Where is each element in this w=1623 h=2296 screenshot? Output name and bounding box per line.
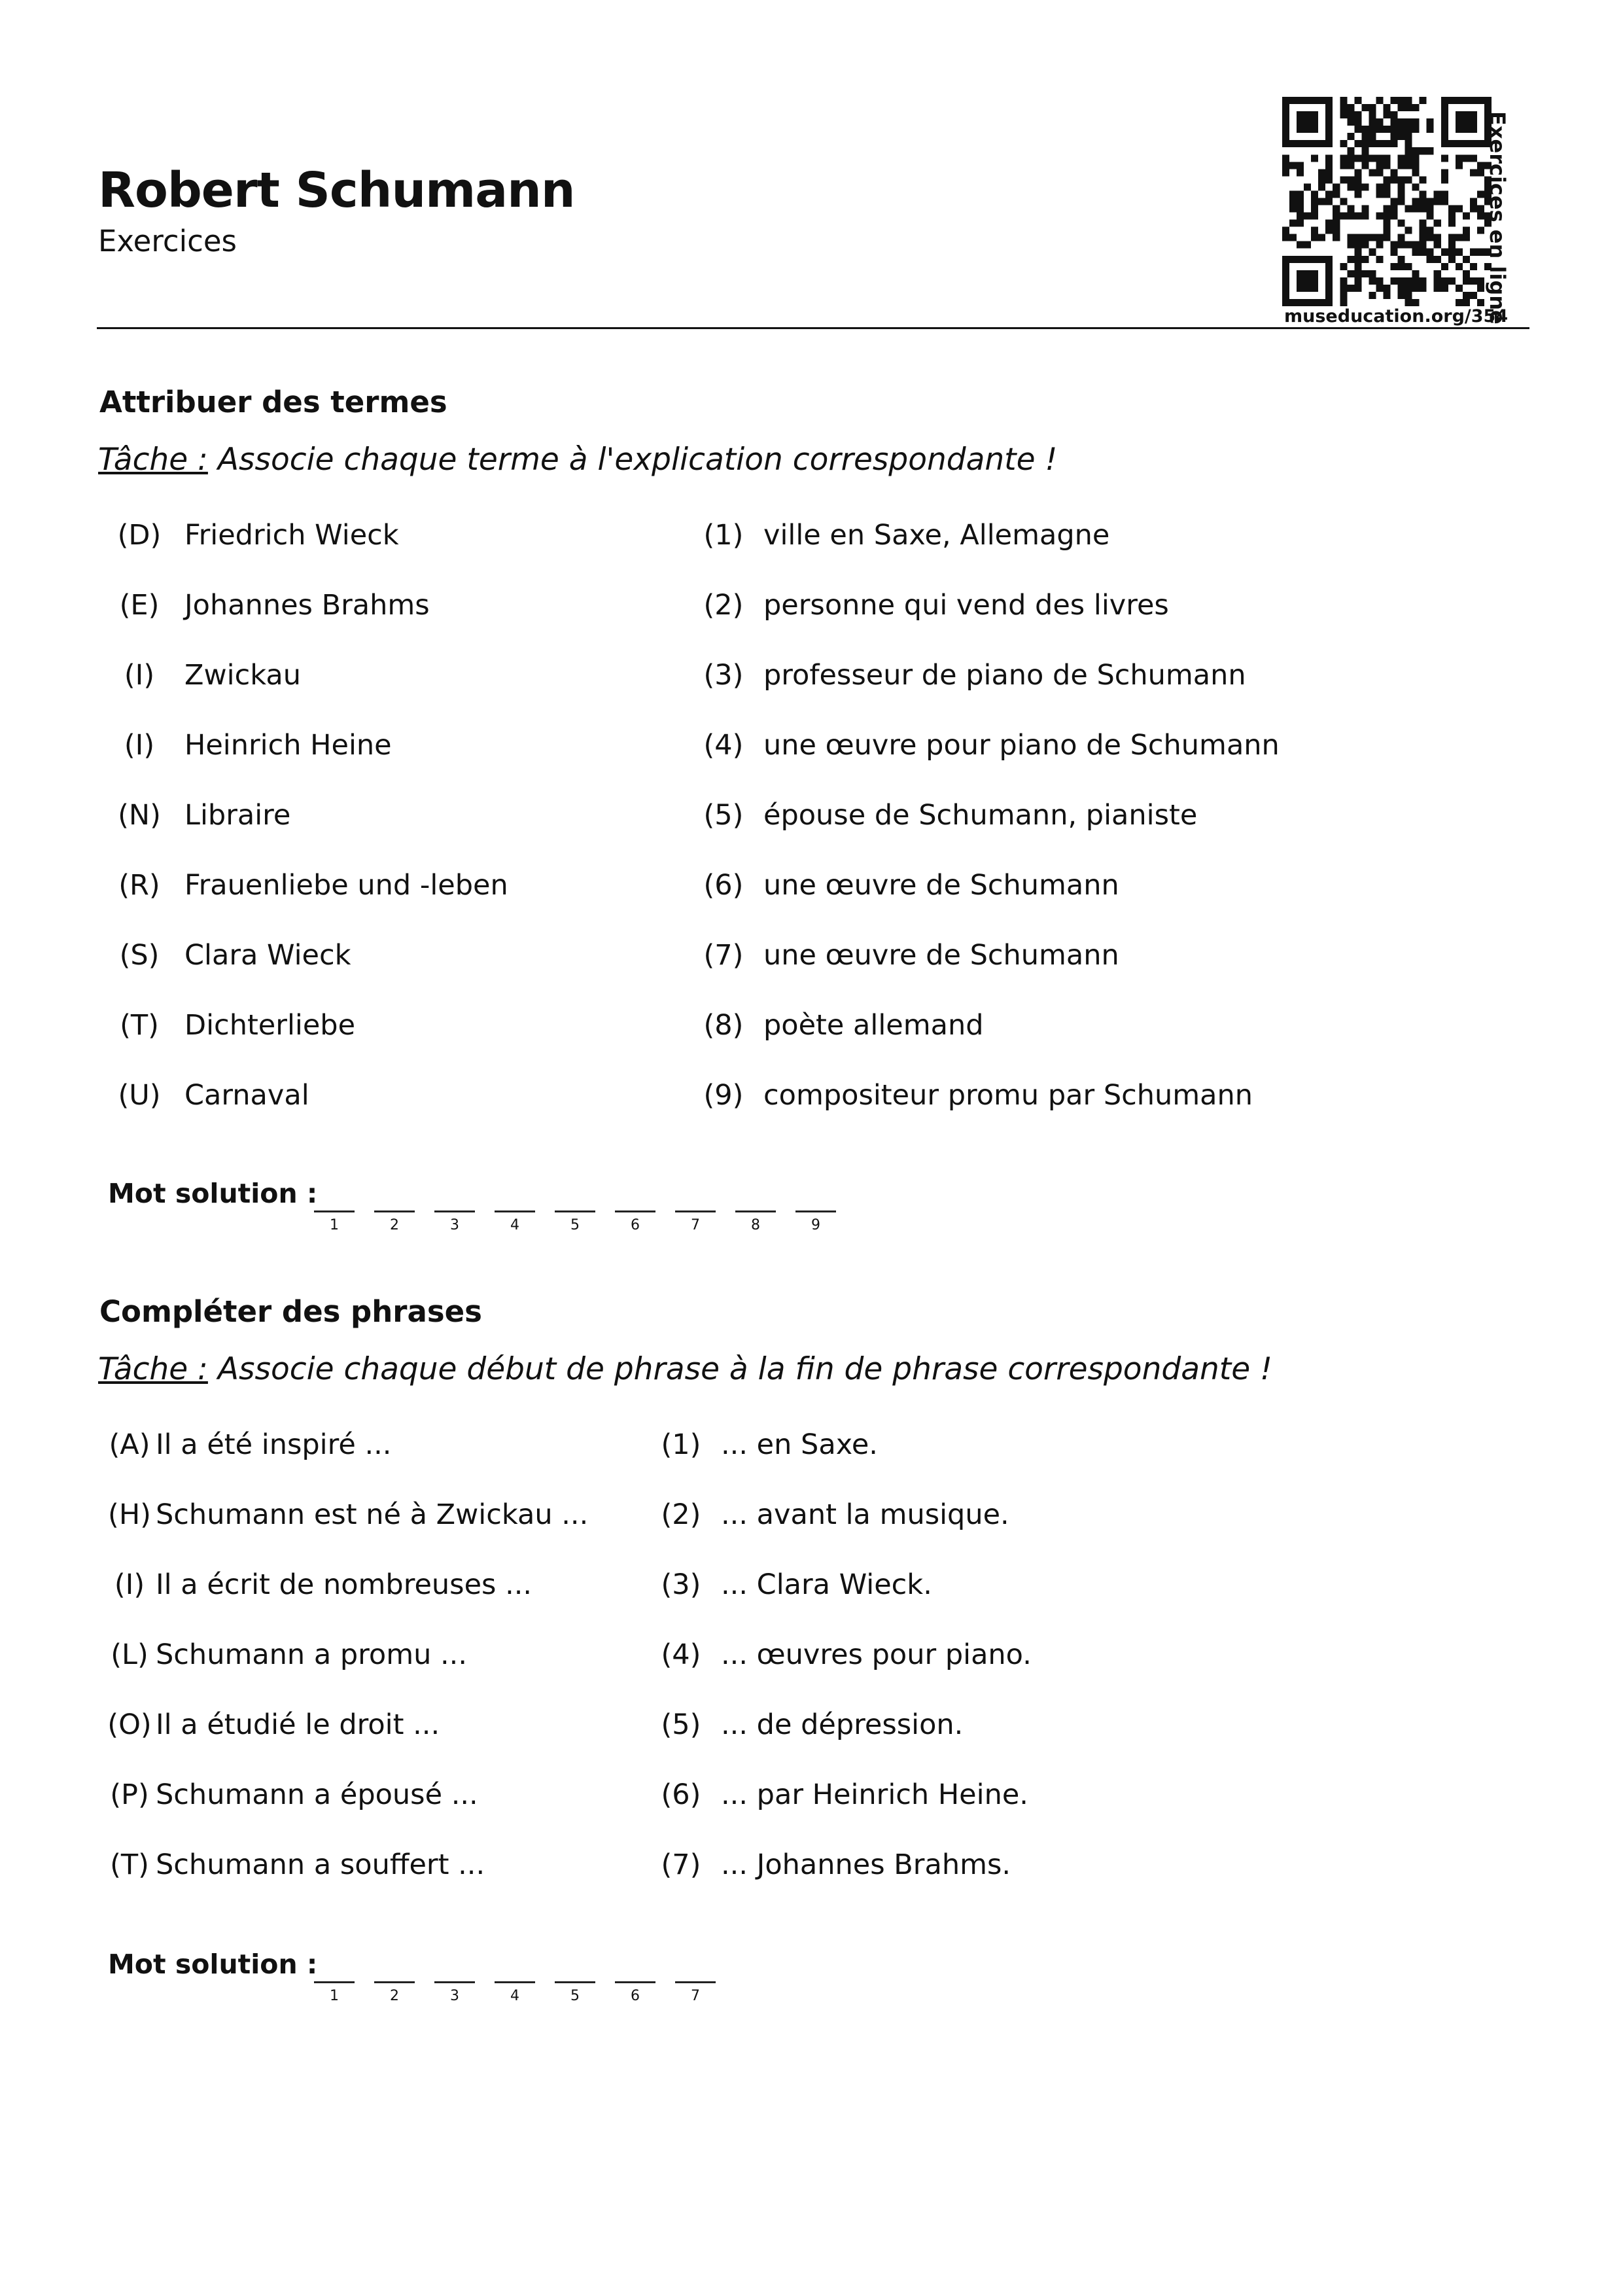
item-text: Frauenliebe und -leben [184, 869, 508, 902]
item-code: (6) [703, 869, 744, 902]
blank-number: 5 [570, 1988, 580, 2004]
list-item [703, 589, 1169, 622]
item-code: (5) [661, 1708, 701, 1741]
section-title-sentences: Compléter des phrases [99, 1294, 482, 1329]
blank-number: 3 [450, 1217, 459, 1233]
item-code: (P) [110, 1778, 149, 1811]
task-instruction-sentences [98, 1351, 1272, 1387]
task-text: Associe chaque terme à l'explication correspondante ! [217, 442, 1058, 478]
answer-blank[interactable] [555, 1981, 595, 1983]
answer-blank[interactable] [555, 1210, 595, 1212]
item-text: Friedrich Wieck [184, 519, 399, 552]
blank-number: 9 [811, 1217, 820, 1233]
item-code: (3) [703, 659, 744, 692]
list-item [105, 1778, 478, 1811]
solution-label-terms: Mot solution : [108, 1178, 318, 1209]
item-code: (I) [124, 729, 155, 762]
item-code: (S) [119, 939, 160, 972]
list-item [113, 729, 392, 762]
answer-blank[interactable] [314, 1210, 355, 1212]
item-code: (I) [124, 659, 155, 692]
blank-number: 5 [570, 1217, 580, 1233]
item-text: Il a été inspiré ... [156, 1428, 392, 1461]
item-code: (H) [108, 1498, 151, 1531]
answer-blank[interactable] [374, 1210, 415, 1212]
blank-number: 2 [390, 1217, 399, 1233]
list-item [661, 1428, 878, 1461]
item-text: épouse de Schumann, pianiste [763, 799, 1198, 832]
item-text: professeur de piano de Schumann [763, 659, 1246, 692]
item-text: compositeur promu par Schumann [763, 1079, 1253, 1112]
answer-blank[interactable] [434, 1981, 475, 1983]
item-text: ... de dépression. [721, 1708, 964, 1741]
list-item [105, 1498, 588, 1531]
solution-label-sentences: Mot solution : [108, 1949, 318, 1980]
item-text: ... Johannes Brahms. [721, 1848, 1011, 1881]
blank-number: 4 [510, 1217, 519, 1233]
item-text: Il a étudié le droit ... [156, 1708, 440, 1741]
item-code: (7) [703, 939, 744, 972]
item-text: Carnaval [184, 1079, 309, 1112]
task-label: Tâche : [98, 442, 208, 478]
blank-number: 2 [390, 1988, 399, 2004]
list-item [661, 1568, 932, 1601]
item-code: (9) [703, 1079, 744, 1112]
task-instruction-terms [98, 442, 1057, 478]
answer-blank[interactable] [615, 1210, 655, 1212]
item-text: Il a écrit de nombreuses ... [156, 1568, 532, 1601]
list-item [113, 1079, 309, 1112]
item-code: (I) [114, 1568, 145, 1601]
list-item [661, 1498, 1009, 1531]
item-text: Dichterliebe [184, 1009, 356, 1042]
item-code: (2) [703, 589, 744, 622]
list-item [113, 1009, 355, 1042]
list-item [105, 1568, 532, 1601]
item-code: (3) [661, 1568, 701, 1601]
item-text: une œuvre pour piano de Schumann [763, 729, 1280, 762]
item-text: Schumann est né à Zwickau ... [156, 1498, 589, 1531]
item-text: ... avant la musique. [721, 1498, 1009, 1531]
blank-number: 6 [631, 1988, 640, 2004]
item-code: (O) [107, 1708, 152, 1741]
list-item [113, 939, 351, 972]
list-item [105, 1848, 485, 1881]
blank-number: 7 [691, 1988, 700, 2004]
item-text: ... Clara Wieck. [721, 1568, 932, 1601]
list-item [105, 1708, 440, 1741]
item-text: une œuvre de Schumann [763, 939, 1119, 972]
task-text: Associe chaque début de phrase à la fin de phrase correspondante ! [217, 1351, 1272, 1387]
section-title-terms: Attribuer des termes [99, 385, 447, 419]
item-code: (E) [119, 589, 160, 622]
item-text: ... par Heinrich Heine. [721, 1778, 1028, 1811]
list-item [703, 869, 1119, 902]
item-code: (L) [111, 1638, 148, 1671]
item-code: (D) [117, 519, 162, 552]
header-divider [97, 327, 1529, 329]
qr-code-icon [1282, 97, 1492, 306]
blank-number: 1 [330, 1988, 339, 2004]
item-code: (R) [118, 869, 160, 902]
blank-number: 6 [631, 1217, 640, 1233]
task-label: Tâche : [98, 1351, 208, 1387]
list-item [703, 939, 1119, 972]
item-code: (1) [661, 1428, 701, 1461]
blank-number: 8 [751, 1217, 760, 1233]
item-text: Johannes Brahms [184, 589, 430, 622]
item-code: (7) [661, 1848, 701, 1881]
answer-blank[interactable] [615, 1981, 655, 1983]
list-item [661, 1638, 1032, 1671]
list-item [105, 1638, 467, 1671]
item-code: (5) [703, 799, 744, 832]
list-item [105, 1428, 391, 1461]
item-text: une œuvre de Schumann [763, 869, 1119, 902]
item-text: Schumann a promu ... [156, 1638, 468, 1671]
blank-number: 4 [510, 1988, 519, 2004]
list-item [703, 799, 1197, 832]
item-code: (8) [703, 1009, 744, 1042]
item-code: (N) [118, 799, 161, 832]
list-item [661, 1848, 1011, 1881]
list-item [113, 519, 399, 552]
item-text: ... en Saxe. [721, 1428, 878, 1461]
item-text: personne qui vend des livres [763, 589, 1169, 622]
answer-blank[interactable] [675, 1210, 716, 1212]
answer-blank[interactable] [495, 1210, 535, 1212]
list-item [661, 1708, 963, 1741]
item-text: Schumann a épousé ... [156, 1778, 478, 1811]
online-exercises-label: Exercices en ligne [1485, 111, 1510, 325]
item-text: ... œuvres pour piano. [721, 1638, 1032, 1671]
item-text: Zwickau [184, 659, 301, 692]
list-item [703, 1009, 984, 1042]
blank-number: 1 [330, 1217, 339, 1233]
list-item [113, 659, 301, 692]
list-item [113, 799, 290, 832]
answer-blank[interactable] [675, 1981, 716, 1983]
item-text: ville en Saxe, Allemagne [763, 519, 1110, 552]
item-text: Clara Wieck [184, 939, 351, 972]
blank-number: 7 [691, 1217, 700, 1233]
answer-blank[interactable] [495, 1981, 535, 1983]
list-item [703, 659, 1246, 692]
item-code: (6) [661, 1778, 701, 1811]
item-code: (4) [661, 1638, 701, 1671]
item-code: (T) [110, 1848, 149, 1881]
page-title: Robert Schumann [98, 162, 575, 219]
answer-blank[interactable] [795, 1210, 836, 1212]
blank-number: 3 [450, 1988, 459, 2004]
item-text: Libraire [184, 799, 291, 832]
list-item [113, 869, 508, 902]
answer-blank[interactable] [314, 1981, 355, 1983]
qr-url[interactable]: museducation.org/354 [1284, 306, 1509, 327]
list-item [703, 729, 1280, 762]
item-code: (U) [118, 1079, 161, 1112]
item-text: Schumann a souffert ... [156, 1848, 485, 1881]
item-text: Heinrich Heine [184, 729, 392, 762]
list-item [113, 589, 430, 622]
item-code: (1) [703, 519, 744, 552]
item-code: (2) [661, 1498, 701, 1531]
item-code: (4) [703, 729, 744, 762]
list-item [703, 519, 1109, 552]
item-code: (T) [120, 1009, 159, 1042]
answer-blank[interactable] [434, 1210, 475, 1212]
list-item [703, 1079, 1253, 1112]
page-subtitle: Exercices [98, 224, 237, 258]
answer-blank[interactable] [374, 1981, 415, 1983]
list-item [661, 1778, 1028, 1811]
item-text: poète allemand [763, 1009, 984, 1042]
item-code: (A) [109, 1428, 150, 1461]
answer-blank[interactable] [735, 1210, 776, 1212]
